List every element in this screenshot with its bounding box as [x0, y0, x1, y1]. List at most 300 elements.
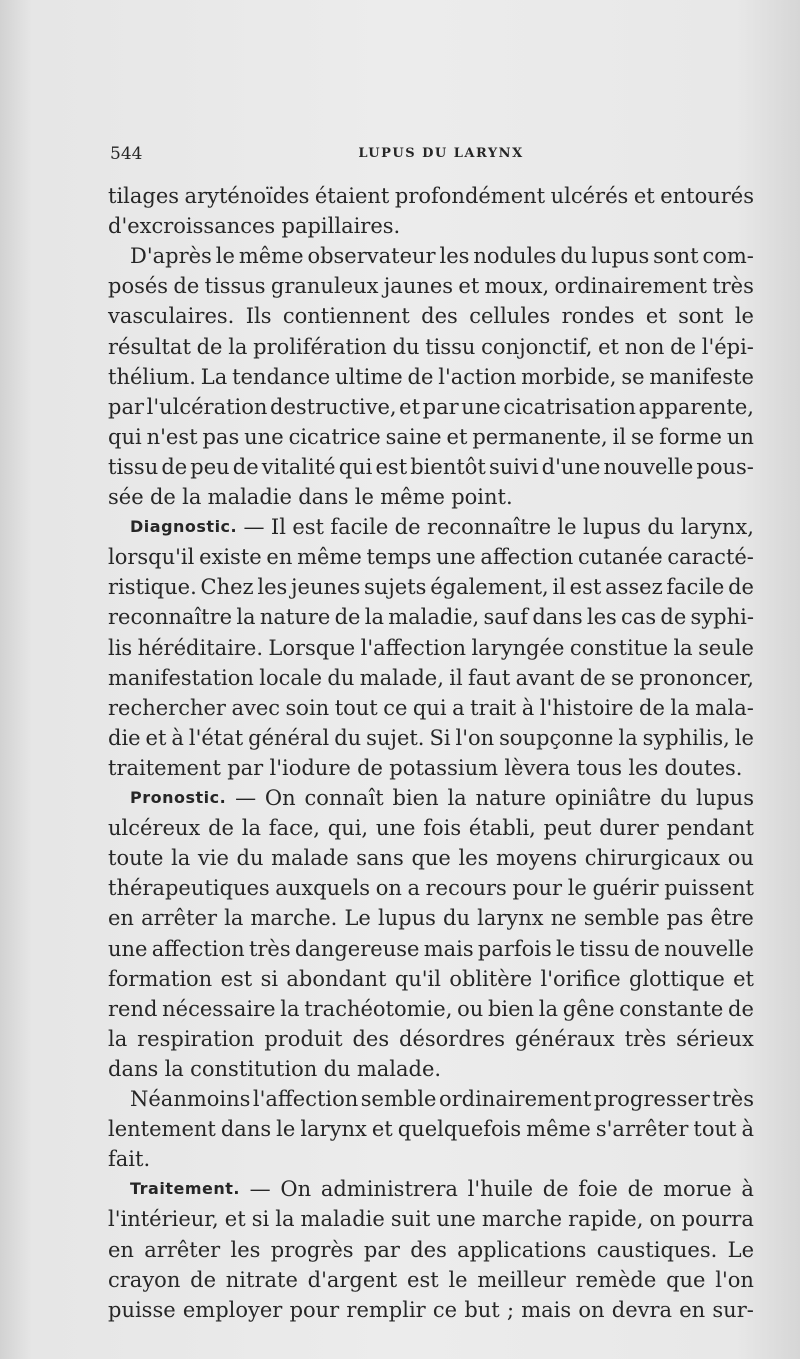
- word: cellules: [469, 304, 551, 329]
- word: de: [208, 816, 234, 841]
- word: établi,: [468, 816, 536, 841]
- word: qui: [108, 424, 142, 449]
- word: la: [182, 485, 202, 509]
- word: une: [436, 1207, 476, 1232]
- word: le: [448, 1267, 468, 1292]
- word: tissu: [108, 454, 159, 479]
- word: maladie: [207, 485, 292, 509]
- word: granuleux: [270, 274, 379, 299]
- word: employer: [182, 1297, 283, 1322]
- word: suivi: [488, 454, 539, 479]
- word: généraux: [514, 1026, 615, 1051]
- word: devra: [611, 1297, 673, 1322]
- word: et: [145, 725, 167, 750]
- word: foie: [578, 1177, 618, 1202]
- word: du: [647, 515, 675, 540]
- word: du: [560, 244, 588, 269]
- word: Ils: [245, 304, 272, 329]
- word: nature: [475, 786, 547, 810]
- word: Il: [270, 515, 286, 540]
- word: tout: [334, 695, 378, 720]
- word: moyens: [495, 846, 578, 871]
- word: tissu: [425, 334, 476, 359]
- word: vitalité: [261, 454, 336, 479]
- word: est: [407, 1267, 439, 1292]
- text-line: [108, 1114, 754, 1144]
- word: d'excroissances: [108, 214, 276, 239]
- word: peut: [543, 816, 592, 841]
- word: héréditaire.: [137, 635, 264, 660]
- word: de: [728, 996, 754, 1021]
- word: arrêter: [144, 1237, 221, 1262]
- word: saine: [385, 424, 442, 449]
- word: face,: [268, 816, 320, 841]
- word: connaît: [304, 786, 384, 810]
- word: de: [232, 454, 259, 479]
- word: la: [673, 635, 693, 660]
- word: une: [436, 545, 476, 570]
- word: constitue: [569, 635, 669, 660]
- word: d'une: [541, 454, 601, 479]
- word: être: [710, 906, 754, 931]
- word: Lorsque: [268, 635, 356, 660]
- word: en: [266, 545, 293, 570]
- word: ce: [432, 1297, 458, 1322]
- word: larynx: [300, 1117, 367, 1142]
- word: très: [624, 1026, 667, 1051]
- word: qu'il: [394, 966, 441, 991]
- word: que: [411, 846, 451, 871]
- text-line: [108, 332, 754, 362]
- word: général: [248, 725, 330, 750]
- word: l'iodure: [269, 755, 351, 780]
- text-line: [108, 633, 754, 663]
- text-line: [108, 1204, 754, 1234]
- word: la: [538, 996, 559, 1021]
- word: la: [280, 996, 300, 1021]
- word: une: [461, 394, 501, 419]
- word: on: [578, 1297, 605, 1322]
- word: trachéotomie,: [304, 996, 453, 1021]
- word: l'on: [715, 1267, 754, 1292]
- word: du: [443, 906, 471, 931]
- word: sérieux: [676, 1026, 754, 1051]
- word: ou: [457, 996, 484, 1021]
- text-line: [108, 1235, 754, 1265]
- section-heading: Pronostic.: [130, 788, 227, 807]
- word: marche: [481, 1207, 563, 1232]
- word: malade.: [356, 1056, 442, 1081]
- word: de: [149, 485, 176, 509]
- word: le: [734, 725, 754, 750]
- word: recours: [425, 876, 507, 901]
- word: à: [741, 1177, 754, 1202]
- word: glottique: [628, 966, 725, 991]
- word: par: [422, 394, 459, 419]
- word: en: [679, 1297, 706, 1322]
- word: gêne: [562, 996, 615, 1021]
- word: même: [380, 485, 445, 509]
- word: pour: [289, 1297, 340, 1322]
- text-line: [130, 1084, 754, 1114]
- word: et: [446, 424, 468, 449]
- word: soupçonne: [499, 725, 614, 750]
- word: rechercher: [108, 695, 226, 720]
- word: et: [399, 394, 421, 419]
- word: tout: [693, 1117, 737, 1142]
- word: l'affection: [360, 635, 467, 660]
- word: mais: [521, 1297, 572, 1322]
- word: point.: [451, 485, 513, 509]
- word: —: [243, 515, 265, 540]
- word: tissus: [204, 274, 266, 299]
- word: Néanmoins: [130, 1087, 251, 1111]
- word: et: [371, 1117, 393, 1142]
- page-number: 544: [110, 144, 143, 164]
- word: malade: [271, 846, 349, 871]
- word: de: [633, 936, 660, 961]
- word: arrêter: [141, 906, 217, 931]
- word: constitution: [190, 1056, 318, 1081]
- word: nouvelle: [664, 936, 754, 961]
- word: et: [645, 304, 667, 329]
- word: des: [421, 304, 458, 329]
- word: de: [639, 695, 665, 720]
- word: thérapeutiques: [108, 876, 270, 901]
- word: puissent: [664, 876, 754, 901]
- word: la: [670, 695, 690, 720]
- word: lentement: [108, 1117, 216, 1142]
- word: rondes: [561, 304, 635, 329]
- word: l'on: [455, 725, 495, 750]
- word: temps: [366, 545, 432, 570]
- word: sauf: [483, 605, 529, 630]
- word: les: [458, 846, 489, 871]
- word: se: [611, 665, 635, 690]
- word: une: [244, 424, 284, 449]
- word: faut: [468, 665, 511, 690]
- text-line: [108, 753, 754, 783]
- word: dans: [220, 1117, 272, 1142]
- word: —: [235, 786, 257, 810]
- word: trait: [470, 695, 517, 720]
- word: même: [297, 545, 362, 570]
- word: l'huile: [467, 1177, 534, 1202]
- word: les: [586, 605, 617, 630]
- text-line: [108, 1024, 754, 1054]
- word: que: [666, 1267, 706, 1292]
- word: le: [556, 936, 576, 961]
- word: maladie: [300, 1207, 385, 1232]
- word: apparente,: [638, 394, 754, 419]
- word: est: [375, 454, 408, 479]
- word: a: [407, 876, 420, 901]
- word: du: [660, 786, 688, 810]
- word: sujet.: [366, 725, 425, 750]
- word: laryngée: [471, 635, 565, 660]
- word: produit: [264, 1026, 343, 1051]
- word: est: [220, 966, 253, 991]
- word: thélium.: [108, 364, 196, 389]
- word: du: [327, 665, 355, 690]
- word: lupus: [591, 244, 650, 269]
- word: constante: [619, 996, 724, 1021]
- word: le: [215, 244, 235, 269]
- word: permanente,: [472, 424, 608, 449]
- word: même: [238, 244, 304, 269]
- word: l'histoire: [539, 695, 634, 720]
- word: par: [363, 1237, 400, 1262]
- word: puisse: [108, 1297, 176, 1322]
- word: chirurgicaux: [584, 846, 721, 871]
- word: larynx,: [680, 515, 754, 540]
- text-line: [108, 1054, 754, 1084]
- word: et: [633, 184, 655, 208]
- word: sujets: [363, 575, 427, 600]
- word: moux,: [484, 274, 550, 299]
- word: tendance: [232, 364, 331, 389]
- word: il: [612, 424, 627, 449]
- text-line: [108, 211, 754, 241]
- word: tilages: [108, 184, 180, 208]
- running-title: LUPUS DU LARYNX: [358, 146, 524, 161]
- word: une: [108, 936, 148, 961]
- word: la: [164, 1056, 184, 1081]
- word: pendant: [666, 816, 754, 841]
- word: guérir: [592, 876, 659, 901]
- word: de: [670, 334, 697, 359]
- word: la: [447, 786, 467, 810]
- word: bientôt: [410, 454, 486, 479]
- word: traitement: [108, 755, 221, 780]
- word: reconnaître: [108, 605, 233, 630]
- word: On: [264, 786, 296, 810]
- word: très: [712, 1087, 754, 1111]
- word: D'après: [130, 244, 212, 269]
- text-line: [130, 783, 754, 813]
- word: quelquefois: [397, 1117, 522, 1142]
- word: maladie,: [388, 605, 480, 630]
- word: Si: [429, 725, 451, 750]
- word: assez: [605, 575, 663, 600]
- word: on: [649, 1207, 676, 1232]
- word: die: [108, 725, 141, 750]
- word: sans: [356, 846, 404, 871]
- word: de: [407, 364, 434, 389]
- word: ne: [550, 906, 577, 931]
- text-line: [108, 271, 754, 301]
- word: cutanée: [578, 545, 663, 570]
- word: de: [190, 1267, 216, 1292]
- word: l'affection: [252, 1087, 359, 1111]
- word: s'arrêter: [595, 1117, 689, 1142]
- word: syphilis,: [642, 725, 730, 750]
- word: un: [726, 424, 754, 449]
- word: le: [557, 515, 577, 540]
- word: observateur: [307, 244, 436, 269]
- word: l'ulcération: [146, 394, 268, 419]
- text-line: [108, 903, 754, 933]
- text-line: [130, 512, 754, 542]
- word: auxquels: [275, 876, 371, 901]
- word: pas: [666, 906, 704, 931]
- word: la: [108, 1026, 128, 1051]
- word: et: [224, 1207, 246, 1232]
- text-line: [108, 392, 754, 422]
- word: si: [260, 966, 279, 991]
- word: cas: [621, 605, 657, 630]
- word: rend: [108, 996, 158, 1021]
- word: nécessaire: [162, 996, 276, 1021]
- word: pas: [202, 424, 240, 449]
- text-line: [108, 572, 754, 602]
- word: en: [108, 906, 134, 931]
- word: dans: [298, 485, 349, 509]
- text-line: [108, 482, 754, 512]
- word: sont: [653, 244, 699, 269]
- word: affection: [480, 545, 574, 570]
- text-line: [130, 241, 754, 271]
- word: papillaires.: [281, 214, 401, 239]
- word: facile: [666, 575, 725, 600]
- word: vie: [197, 846, 229, 871]
- word: le: [354, 485, 374, 509]
- word: locale: [259, 665, 323, 690]
- word: destructive,: [270, 394, 397, 419]
- word: nature: [259, 605, 331, 630]
- word: tous: [576, 755, 623, 780]
- word: lis: [108, 635, 133, 660]
- word: de: [627, 1177, 654, 1202]
- word: meilleur: [477, 1267, 566, 1292]
- page-header: [108, 144, 754, 168]
- word: bien: [487, 996, 535, 1021]
- word: opiniâtre: [554, 786, 652, 810]
- word: dans: [108, 1056, 159, 1081]
- word: seule: [698, 635, 754, 660]
- word: lupus: [696, 786, 754, 810]
- word: administrera: [320, 1177, 458, 1202]
- word: des: [410, 1237, 447, 1262]
- word: soin: [285, 695, 330, 720]
- word: ou: [727, 846, 754, 871]
- word: oblitère: [449, 966, 533, 991]
- word: de: [579, 665, 606, 690]
- text-line: [108, 181, 754, 211]
- word: et: [598, 334, 619, 359]
- word: semble: [360, 1087, 437, 1111]
- text-line: [108, 843, 754, 873]
- text-line: [108, 422, 754, 452]
- text-line: [108, 362, 754, 392]
- word: avec: [231, 695, 281, 720]
- word: manifeste: [649, 364, 754, 389]
- word: fois: [423, 816, 462, 841]
- word: lupus: [377, 906, 436, 931]
- word: l'épi-: [701, 334, 754, 359]
- text-line: [108, 964, 754, 994]
- word: à: [171, 725, 184, 750]
- text-line: [108, 813, 754, 843]
- word: morbide,: [521, 364, 617, 389]
- word: prolifération: [253, 334, 387, 359]
- word: de: [334, 605, 361, 630]
- word: but: [464, 1297, 500, 1322]
- word: rapide,: [568, 1207, 644, 1232]
- word: ulcéreux: [108, 816, 201, 841]
- word: non: [624, 334, 665, 359]
- word: suit: [390, 1207, 431, 1232]
- word: Chez: [200, 575, 254, 600]
- word: respiration: [137, 1026, 255, 1051]
- word: ultime: [334, 364, 403, 389]
- word: caracté-: [667, 545, 754, 570]
- word: parfois: [477, 936, 552, 961]
- word: la: [364, 605, 384, 630]
- word: malade,: [359, 665, 444, 690]
- word: ulcérés: [550, 184, 629, 208]
- text-line: [108, 602, 754, 632]
- word: également,: [430, 575, 549, 600]
- word: toute: [108, 846, 164, 871]
- word: par: [108, 394, 145, 419]
- word: de: [394, 515, 421, 540]
- word: les: [439, 244, 470, 269]
- word: sur-: [712, 1297, 754, 1322]
- word: morue: [663, 1177, 732, 1202]
- word: le: [276, 1117, 296, 1142]
- word: ristique.: [108, 575, 197, 600]
- word: résultat: [108, 334, 191, 359]
- word: formation: [108, 966, 213, 991]
- word: pous-: [696, 454, 754, 479]
- word: lorsqu'il: [108, 545, 195, 570]
- word: jaunes: [383, 274, 454, 299]
- word: facile: [330, 515, 389, 540]
- word: lèvera: [504, 755, 571, 780]
- word: aryténoïdes: [184, 184, 310, 208]
- word: à: [521, 695, 535, 720]
- word: la: [171, 846, 191, 871]
- word: abondant: [286, 966, 387, 991]
- text-line: [108, 994, 754, 1024]
- word: du: [323, 1056, 351, 1081]
- word: par: [227, 755, 264, 780]
- word: de: [660, 605, 687, 630]
- word: les: [230, 1237, 261, 1262]
- word: du: [236, 846, 264, 871]
- word: avant: [515, 665, 575, 690]
- word: cicatrisation: [503, 394, 636, 419]
- word: affection: [151, 936, 245, 961]
- word: Le: [727, 1237, 754, 1262]
- word: si: [251, 1207, 270, 1232]
- word: semble: [583, 906, 660, 931]
- word: mais: [423, 936, 474, 961]
- word: sont: [678, 304, 724, 329]
- word: entourés: [660, 184, 754, 208]
- word: le: [567, 876, 587, 901]
- word: durer: [599, 816, 659, 841]
- word: à: [741, 1117, 754, 1142]
- word: crayon: [108, 1267, 181, 1292]
- word: le: [734, 304, 754, 329]
- word: qui,: [327, 816, 369, 841]
- word: l'orifice: [540, 966, 621, 991]
- word: syphi-: [690, 605, 754, 630]
- word: la: [224, 906, 244, 931]
- word: on: [375, 876, 402, 901]
